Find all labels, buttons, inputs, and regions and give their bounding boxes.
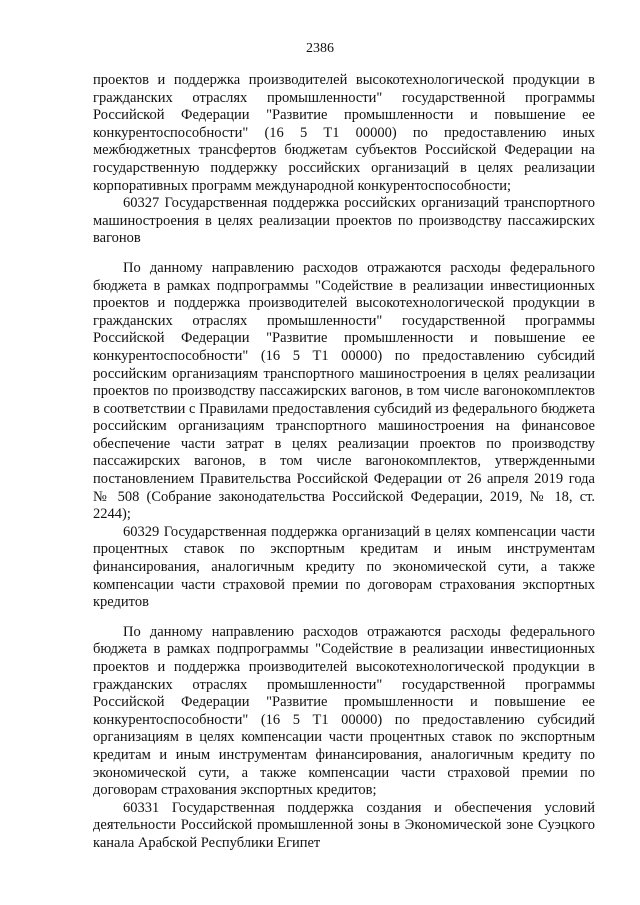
paragraph-continuation: проектов и поддержка производителей высокотехнологической продукции в гражданских отраслях промышленности" государственной программы Российской Федерации "Развитие промышленности и повышение ее конкурентоспособности" (16 5 Т1 00000) по предоставлению иных межбюджетных трансфертов бюджетам субъектов Российской Федерации на государственную поддержку российских организаций в целях реализации корпоративных программ международной конкурентоспособности;: [93, 72, 595, 194]
paragraph-heading-60329: 60329 Государственная поддержка организаций в целях компенсации части процентных ставок по экспортным кредитам и иным инструментам финансирования, аналогичным кредиту по экономической сути, а также компенсации части страховой премии по договорам страхования экспортных кредитов: [93, 523, 595, 611]
paragraph-heading-60331: 60331 Государственная поддержка создания и обеспечения условий деятельности Российской промышленной зоны в Экономической зоне Суэцкого канала Арабской Республики Египет: [93, 799, 595, 851]
document-body: [93, 72, 595, 853]
paragraph-description-60327: По данному направлению расходов отражаются расходы федерального бюджета в рамках подпрограммы "Содействие в реализации инвестиционных проектов и поддержка производителей высокотехнологической продукции в гражданских отраслях промышленности" государственной программы Российской Федерации "Развитие промышленности и повышение ее конкурентоспособности" (16 5 Т1 00000) по предоставлению субсидий российским организациям транспортного машиностроения в целях реализации проектов по производству пассажирских вагонов, в том числе вагонокомплектов в соответствии с Правилами предоставления субсидий из федерального бюджета российским организациям транспортного машиностроения на финансовое обеспечение части затрат в целях реализации проектов по производству пассажирских вагонов, в том числе вагонокомплектов, утвержденными постановлением Правительства Российской Федерации от 26 апреля 2019 года № 508 (Собрание законодательства Российской Федерации, 2019, № 18, ст. 2244);: [93, 259, 596, 523]
page-number: 2386: [306, 41, 334, 56]
paragraph-description-60329: По данному направлению расходов отражаются расходы федерального бюджета в рамках подпрограммы "Содействие в реализации инвестиционных проектов и поддержка производителей высокотехнологической продукции в гражданских отраслях промышленности" государственной программы Российской Федерации "Развитие промышленности и повышение ее конкурентоспособности" (16 5 Т1 00000) по предоставлению субсидий организациям в целях компенсации части процентных ставок по экспортным кредитам и иным инструментам финансирования, аналогичным кредиту по экономической сути, а также компенсации части страховой премии по договорам страхования экспортных кредитов;: [93, 623, 595, 799]
paragraph-heading-60327: 60327 Государственная поддержка российских организаций транспортного машиностроения в целях реализации проектов по производству пассажирских вагонов: [93, 195, 595, 247]
